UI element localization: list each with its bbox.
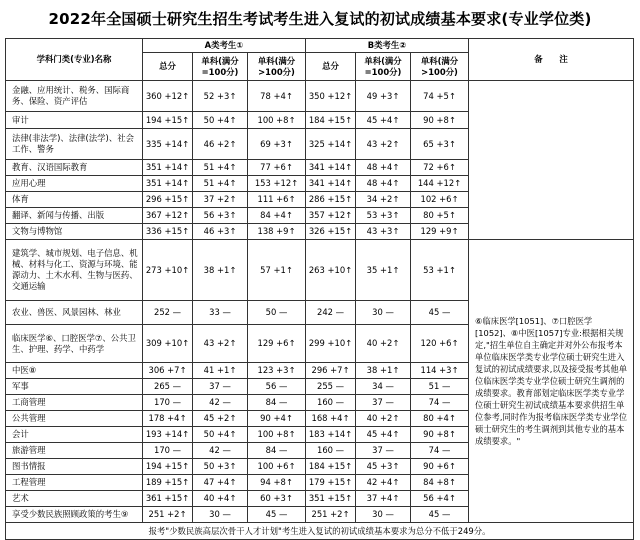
a-s-cell: 138 +9↑ (248, 224, 306, 240)
b-s100-cell: 30 — (356, 507, 411, 523)
a-total-cell: 252 — (143, 301, 193, 325)
b-total-cell: 341 +14↑ (306, 176, 356, 192)
subject-cell: 图书情报 (6, 459, 143, 475)
b-total-cell: 242 — (306, 301, 356, 325)
b-total-cell: 179 +15↑ (306, 475, 356, 491)
b-s100-cell: 48 +4↑ (356, 176, 411, 192)
b-s-cell: 90 +6↑ (411, 459, 469, 475)
b-total-cell: 341 +14↑ (306, 160, 356, 176)
subject-cell: 审计 (6, 112, 143, 129)
a-s100-cell: 41 +1↑ (193, 363, 248, 379)
b-s100-cell: 34 — (356, 379, 411, 395)
a-s100-cell: 56 +3↑ (193, 208, 248, 224)
a-s100-cell: 43 +2↑ (193, 325, 248, 363)
b-total-cell: 357 +12↑ (306, 208, 356, 224)
b-s-cell: 74 +5↑ (411, 81, 469, 112)
table-row (6, 81, 634, 112)
a-s100-cell: 42 — (193, 443, 248, 459)
subject-header: 学科门类(专业)名称 (6, 39, 143, 81)
b-s-cell: 120 +6↑ (411, 325, 469, 363)
a-total-cell: 360 +12↑ (143, 81, 193, 112)
b-s-cell: 114 +3↑ (411, 363, 469, 379)
subject-cell: 教育、汉语国际教育 (6, 160, 143, 176)
b-total-cell: 160 — (306, 395, 356, 411)
a-s-cell: 84 — (248, 443, 306, 459)
b-s100-cell: 42 +4↑ (356, 475, 411, 491)
a-s100-cell: 37 +2↑ (193, 192, 248, 208)
remark-header: 备 注 (469, 39, 634, 81)
a-s-cell: 56 — (248, 379, 306, 395)
b-s-cell: 84 +8↑ (411, 475, 469, 491)
a-s100-cell: 50 +4↑ (193, 112, 248, 129)
page-title: 2022年全国硕士研究生招生考试考生进入复试的初试成绩基本要求(专业学位类) (48, 10, 592, 28)
a-s100-cell: 52 +3↑ (193, 81, 248, 112)
subject-cell: 建筑学、城市规划、电子信息、机械、材料与化工、资源与环境、能源动力、土木水利、生物与医药、交通运输 (6, 240, 143, 301)
b-single100-header: 单科(满分 =100分) (356, 53, 411, 81)
b-single-gt100-header: 单科(满分 >100分) (411, 53, 469, 81)
b-total-cell: 168 +4↑ (306, 411, 356, 427)
b-total-cell: 251 +2↑ (306, 507, 356, 523)
a-s-cell: 60 +3↑ (248, 491, 306, 507)
a-s-cell: 111 +6↑ (248, 192, 306, 208)
b-s-cell: 65 +3↑ (411, 129, 469, 160)
a-total-cell: 296 +15↑ (143, 192, 193, 208)
subject-cell: 旅游管理 (6, 443, 143, 459)
a-group-header: A类考生① (143, 39, 306, 53)
b-s-cell: 56 +4↑ (411, 491, 469, 507)
remark-cell-top (469, 81, 634, 240)
b-total-cell: 183 +14↑ (306, 427, 356, 443)
a-s-cell: 57 +1↑ (248, 240, 306, 301)
b-total-cell: 326 +15↑ (306, 224, 356, 240)
a-total-cell: 178 +4↑ (143, 411, 193, 427)
subject-cell: 临床医学⑥、口腔医学⑦、公共卫生、护理、药学、中药学 (6, 325, 143, 363)
b-s-cell: 74 — (411, 395, 469, 411)
remark-note: ⑥临床医学[1051]、⑦口腔医学[1052]、⑧中医[1057]专业:根据相关规定,"招生单位自主确定并对外公布报考本单位临床医学类专业学位硕士研究生进入复试的初试成绩要求,以及接受报考其他单位临床医学类专业学位硕士研究生调剂的成绩要求。教育部划定临床医学类专业学位硕士研究生初试成绩基本要求供招生单位参考,同时作为报考临床医学类专业学位硕士研究生的考生调剂到其他专业的基本成绩要求。" (469, 240, 634, 523)
b-s100-cell: 37 +4↑ (356, 491, 411, 507)
a-total-cell: 265 — (143, 379, 193, 395)
subject-cell: 体育 (6, 192, 143, 208)
b-s100-cell: 45 +3↑ (356, 459, 411, 475)
b-s100-cell: 49 +3↑ (356, 81, 411, 112)
b-s100-cell: 35 +1↑ (356, 240, 411, 301)
a-s100-cell: 30 — (193, 507, 248, 523)
b-s-cell: 102 +6↑ (411, 192, 469, 208)
b-total-cell: 184 +15↑ (306, 459, 356, 475)
b-s-cell: 80 +5↑ (411, 208, 469, 224)
b-s100-cell: 43 +2↑ (356, 129, 411, 160)
subject-cell: 法律(非法学)、法律(法学)、社会工作、警务 (6, 129, 143, 160)
b-s-cell: 74 — (411, 443, 469, 459)
b-s100-cell: 40 +2↑ (356, 411, 411, 427)
subject-cell: 翻译、新闻与传播、出版 (6, 208, 143, 224)
a-s-cell: 50 — (248, 301, 306, 325)
a-s100-cell: 45 +2↑ (193, 411, 248, 427)
b-s100-cell: 48 +4↑ (356, 160, 411, 176)
a-total-cell: 367 +12↑ (143, 208, 193, 224)
a-total-cell: 251 +2↑ (143, 507, 193, 523)
a-s-cell: 123 +3↑ (248, 363, 306, 379)
a-s-cell: 69 +3↑ (248, 129, 306, 160)
b-s100-cell: 38 +1↑ (356, 363, 411, 379)
a-total-cell: 189 +15↑ (143, 475, 193, 491)
subject-cell: 工程管理 (6, 475, 143, 491)
a-s-cell: 100 +8↑ (248, 112, 306, 129)
subject-cell: 工商管理 (6, 395, 143, 411)
b-s100-cell: 37 — (356, 443, 411, 459)
a-total-header: 总分 (143, 53, 193, 81)
b-s-cell: 129 +9↑ (411, 224, 469, 240)
b-total-cell: 299 +10↑ (306, 325, 356, 363)
a-total-cell: 170 — (143, 443, 193, 459)
a-total-cell: 194 +15↑ (143, 459, 193, 475)
a-total-cell: 170 — (143, 395, 193, 411)
b-s-cell: 80 +4↑ (411, 411, 469, 427)
a-single-gt100-header: 单科(满分 >100分) (248, 53, 306, 81)
a-total-cell: 351 +14↑ (143, 176, 193, 192)
b-s-cell: 90 +8↑ (411, 427, 469, 443)
subject-cell: 应用心理 (6, 176, 143, 192)
a-s-cell: 84 — (248, 395, 306, 411)
a-s-cell: 100 +8↑ (248, 427, 306, 443)
subject-cell: 军事 (6, 379, 143, 395)
subject-cell: 文物与博物馆 (6, 224, 143, 240)
subject-cell: 会计 (6, 427, 143, 443)
a-total-cell: 351 +14↑ (143, 160, 193, 176)
b-total-cell: 286 +15↑ (306, 192, 356, 208)
b-s-cell: 51 — (411, 379, 469, 395)
score-table (5, 38, 634, 540)
subject-cell: 公共管理 (6, 411, 143, 427)
a-s100-cell: 47 +4↑ (193, 475, 248, 491)
table-body (6, 81, 634, 523)
subject-cell: 艺术 (6, 491, 143, 507)
a-s100-cell: 50 +3↑ (193, 459, 248, 475)
b-total-cell: 184 +15↑ (306, 112, 356, 129)
a-s-cell: 84 +4↑ (248, 208, 306, 224)
a-s-cell: 78 +4↑ (248, 81, 306, 112)
a-s100-cell: 40 +4↑ (193, 491, 248, 507)
b-total-cell: 296 +7↑ (306, 363, 356, 379)
subject-cell: 农业、兽医、风景园林、林业 (6, 301, 143, 325)
b-s100-cell: 30 — (356, 301, 411, 325)
a-total-cell: 194 +15↑ (143, 112, 193, 129)
a-s-cell: 77 +6↑ (248, 160, 306, 176)
a-total-cell: 306 +7↑ (143, 363, 193, 379)
b-s100-cell: 45 +4↑ (356, 112, 411, 129)
b-total-cell: 350 +12↑ (306, 81, 356, 112)
b-s-cell: 144 +12↑ (411, 176, 469, 192)
b-total-cell: 255 — (306, 379, 356, 395)
a-s100-cell: 51 +4↑ (193, 160, 248, 176)
subject-cell: 享受少数民族照顾政策的考生⑨ (6, 507, 143, 523)
b-s-cell: 90 +8↑ (411, 112, 469, 129)
b-s-cell: 72 +6↑ (411, 160, 469, 176)
b-s-cell: 45 — (411, 301, 469, 325)
a-total-cell: 309 +10↑ (143, 325, 193, 363)
table-row (6, 240, 634, 301)
a-total-cell: 361 +15↑ (143, 491, 193, 507)
b-s100-cell: 34 +2↑ (356, 192, 411, 208)
a-s100-cell: 50 +4↑ (193, 427, 248, 443)
a-s100-cell: 46 +2↑ (193, 129, 248, 160)
b-s100-cell: 37 — (356, 395, 411, 411)
a-s100-cell: 42 — (193, 395, 248, 411)
a-s-cell: 100 +6↑ (248, 459, 306, 475)
b-total-header: 总分 (306, 53, 356, 81)
subject-cell: 中医⑧ (6, 363, 143, 379)
b-s100-cell: 43 +3↑ (356, 224, 411, 240)
subject-cell: 金融、应用统计、税务、国际商务、保险、资产评估 (6, 81, 143, 112)
b-s100-cell: 45 +4↑ (356, 427, 411, 443)
b-s-cell: 45 — (411, 507, 469, 523)
b-s100-cell: 40 +2↑ (356, 325, 411, 363)
a-s-cell: 90 +4↑ (248, 411, 306, 427)
b-total-cell: 160 — (306, 443, 356, 459)
a-total-cell: 335 +14↑ (143, 129, 193, 160)
a-s-cell: 45 — (248, 507, 306, 523)
footer-note: 报考"少数民族高层次骨干人才计划"考生进入复试的初试成绩基本要求为总分不低于249分。 (6, 523, 634, 540)
a-total-cell: 193 +14↑ (143, 427, 193, 443)
a-total-cell: 273 +10↑ (143, 240, 193, 301)
a-single100-header: 单科(满分 =100分) (193, 53, 248, 81)
b-s100-cell: 53 +3↑ (356, 208, 411, 224)
b-total-cell: 263 +10↑ (306, 240, 356, 301)
b-s-cell: 53 +1↑ (411, 240, 469, 301)
a-s100-cell: 46 +3↑ (193, 224, 248, 240)
a-s-cell: 94 +8↑ (248, 475, 306, 491)
b-total-cell: 325 +14↑ (306, 129, 356, 160)
a-s100-cell: 37 — (193, 379, 248, 395)
a-s-cell: 129 +6↑ (248, 325, 306, 363)
b-total-cell: 351 +15↑ (306, 491, 356, 507)
a-s100-cell: 51 +4↑ (193, 176, 248, 192)
a-s-cell: 153 +12↑ (248, 176, 306, 192)
a-s100-cell: 38 +1↑ (193, 240, 248, 301)
a-total-cell: 336 +15↑ (143, 224, 193, 240)
a-s100-cell: 33 — (193, 301, 248, 325)
b-group-header: B类考生② (306, 39, 469, 53)
